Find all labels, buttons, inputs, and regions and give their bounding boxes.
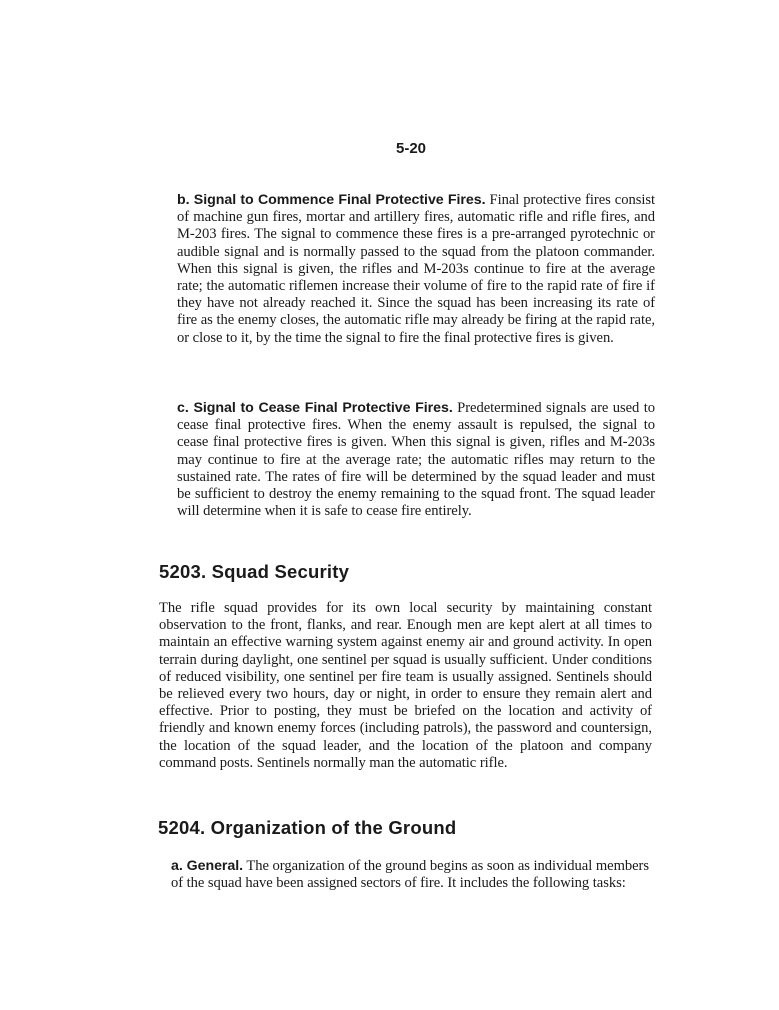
section-heading-organization-of-ground: 5204. Organization of the Ground xyxy=(158,817,457,838)
subheading-cease-final-protective-fires: c. Signal to Cease Final Protective Fires. xyxy=(177,400,453,416)
paragraph-body: The organization of the ground begins as soon as individual members of the squad have been assigned sectors of fire. It includes the following tasks: xyxy=(171,858,649,892)
section-heading-squad-security: 5203. Squad Security xyxy=(159,561,350,582)
subheading-commence-final-protective-fires: b. Signal to Commence Final Protective Fires. xyxy=(177,192,486,208)
paragraph-commence-final-protective-fires xyxy=(177,192,655,347)
paragraph-body: Final protective fires consist of machine gun fires, mortar and artillery fires, automatic rifle and rifle fires, and M-203 fires. The signal to commence these fires is a pre-arranged pyrotechnic or audible signal and is normally passed to the squad from the platoon commander. When this signal is given, the rifles and M-203s continue to fire at the average rate; the automatic riflemen increase their volume of fire to the rapid rate of fire if they have not already reached it. Since the squad has been increasing its rate of fire as the enemy closes, the automatic rifle may already be firing at the rapid rate, or close to it, by the time the signal to fire the final protective fires is given. xyxy=(177,192,655,346)
paragraph-squad-security: The rifle squad provides for its own local security by maintaining constant observation to the front, flanks, and rear. Enough men are kept alert at all times to maintain an effective warning system against enemy air and ground activity. In open terrain during daylight, one sentinel per squad is usually sufficient. Under conditions of reduced visibility, one sentinel per fire team is usually assigned. Sentinels should be relieved every two hours, day or night, in order to ensure they remain alert and effective. Prior to posting, they must be briefed on the location and activity of friendly and known enemy forces (including patrols), the password and countersign, the location of the squad leader, and the location of the platoon and company command posts. Sentinels normally man the automatic rifle. xyxy=(159,600,652,771)
subheading-general: a. General. xyxy=(171,858,244,874)
page-number: 5-20 xyxy=(396,140,427,157)
paragraph-cease-final-protective-fires xyxy=(177,400,655,520)
paragraph-body: Predetermined signals are used to cease final protective fires. When the enemy assault is repulsed, the signal to cease final protective fires is given. When this signal is given, rifles and M-203s may continue to fire at the average rate; the automatic rifles may return to the sustained rate. The rates of fire will be determined by the squad leader and must be sufficient to destroy the enemy remaining to the squad front. The squad leader will determine when it is safe to cease fire entirely. xyxy=(177,400,655,520)
paragraph-general xyxy=(171,858,649,892)
